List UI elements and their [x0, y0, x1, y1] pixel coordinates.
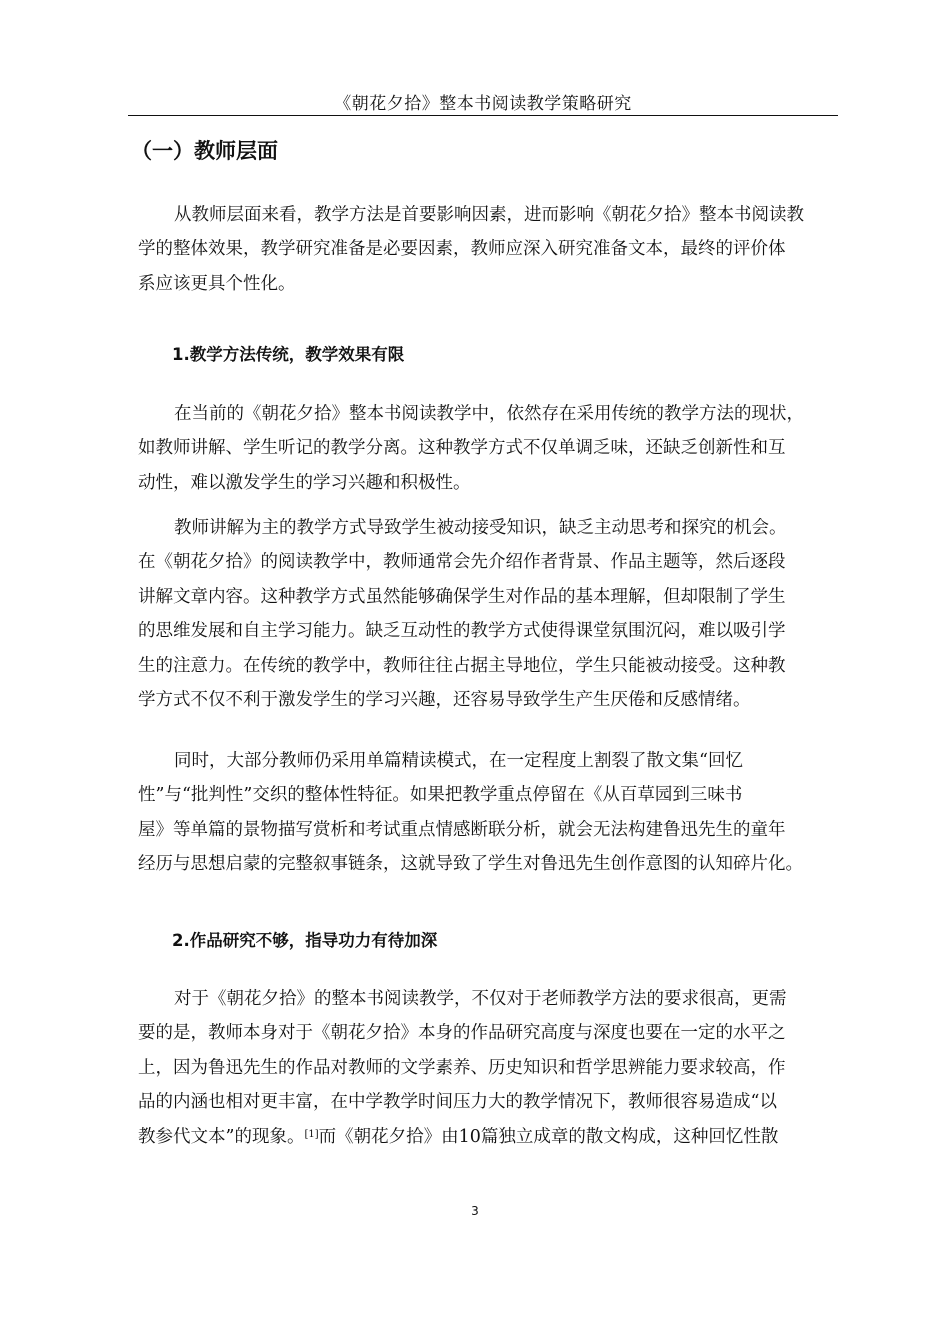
paragraph-line: 上，因为鲁迅先生的作品对教师的文学素养、历史知识和哲学思辨能力要求较高，作: [138, 1057, 786, 1078]
subsection-heading-2: 2.作品研究不够，指导功力有待加深: [172, 931, 438, 950]
intro-paragraph: [138, 198, 860, 301]
page-number: 3: [471, 1204, 479, 1218]
paragraph-line: 学方式不仅不利于激发学生的学习兴趣，还容易导致学生产生厌倦和反感情绪。: [138, 690, 751, 711]
paragraph-work-research: [138, 982, 860, 1154]
paragraph-line: 品的内涵也相对更丰富，在中学教学时间压力大的教学情况下，教师很容易造成“以: [138, 1092, 777, 1113]
paragraph-line: 屋》等单篇的景物描写赏析和考试重点情感断联分析，就会无法构建鲁迅先生的童年: [138, 819, 786, 840]
paragraph-line: 教师讲解为主的教学方式导致学生被动接受知识，缺乏主动思考和探究的机会。: [174, 518, 787, 538]
paragraph-line: 讲解文章内容。这种教学方式虽然能够确保学生对作品的基本理解，但却限制了学生: [138, 586, 786, 607]
section-heading: （一）教师层面: [131, 139, 278, 163]
paragraph-line: 动性，难以激发学生的学习兴趣和积极性。: [138, 472, 471, 493]
paragraph-line: 生的注意力。在传统的教学中，教师往往占据主导地位，学生只能被动接受。这种教: [138, 655, 786, 676]
paragraph-passive-learning: [138, 511, 860, 717]
paragraph-line: 在当前的《朝花夕拾》整本书阅读教学中，依然存在采用传统的教学方法的现状，: [174, 404, 804, 424]
paragraph-line: 系应该更具个性化。: [138, 273, 296, 294]
paragraph-line: 对于《朝花夕拾》的整本书阅读教学，不仅对于老师教学方法的要求很高，更需: [174, 989, 787, 1009]
paragraph-line: 同时，大部分教师仍采用单篇精读模式，在一定程度上割裂了散文集“回忆: [174, 751, 743, 771]
paragraph-line: 如教师讲解、学生听记的教学分离。这种教学方式不仅单调乏味，还缺乏创新性和互: [138, 438, 786, 459]
paragraph-traditional-methods: [138, 397, 860, 500]
header-divider: [128, 115, 838, 116]
paragraph-line: 经历与思想启蒙的完整叙事链条，这就导致了学生对鲁迅先生创作意图的认知碎片化。: [138, 854, 803, 875]
paragraph-line: 性”与“批判性”交织的整体性特征。如果把教学重点停留在《从百草园到三味书: [138, 785, 743, 806]
citation-marker[interactable]: [1]: [304, 1128, 319, 1140]
subsection-heading-1: 1.教学方法传统，教学效果有限: [172, 345, 405, 364]
paragraph-line: 的思维发展和自主学习能力。缺乏互动性的教学方式使得课堂氛围沉闷，难以吸引学: [138, 621, 786, 642]
running-header: 《朝花夕拾》整本书阅读教学策略研究: [334, 94, 632, 114]
paragraph-line: 在《朝花夕拾》的阅读教学中，教师通常会先介绍作者背景、作品主题等，然后逐段: [138, 552, 786, 573]
line-text: 教参代文本”的现象。: [138, 1126, 305, 1147]
paragraph-line: 从教师层面来看，教学方法是首要影响因素，进而影响《朝花夕拾》整本书阅读教: [174, 205, 804, 225]
paragraph-line: 学的整体效果，教学研究准备是必要因素，教师应深入研究准备文本，最终的评价体: [138, 239, 786, 260]
paragraph-single-text-reading: [138, 744, 860, 882]
line-text: 而《朝花夕拾》由10篇独立成章的散文构成，这种回忆性散: [318, 1126, 779, 1147]
paragraph-line-with-citation: [138, 1120, 860, 1154]
paragraph-line: 要的是，教师本身对于《朝花夕拾》本身的作品研究高度与深度也要在一定的水平之: [138, 1023, 786, 1044]
